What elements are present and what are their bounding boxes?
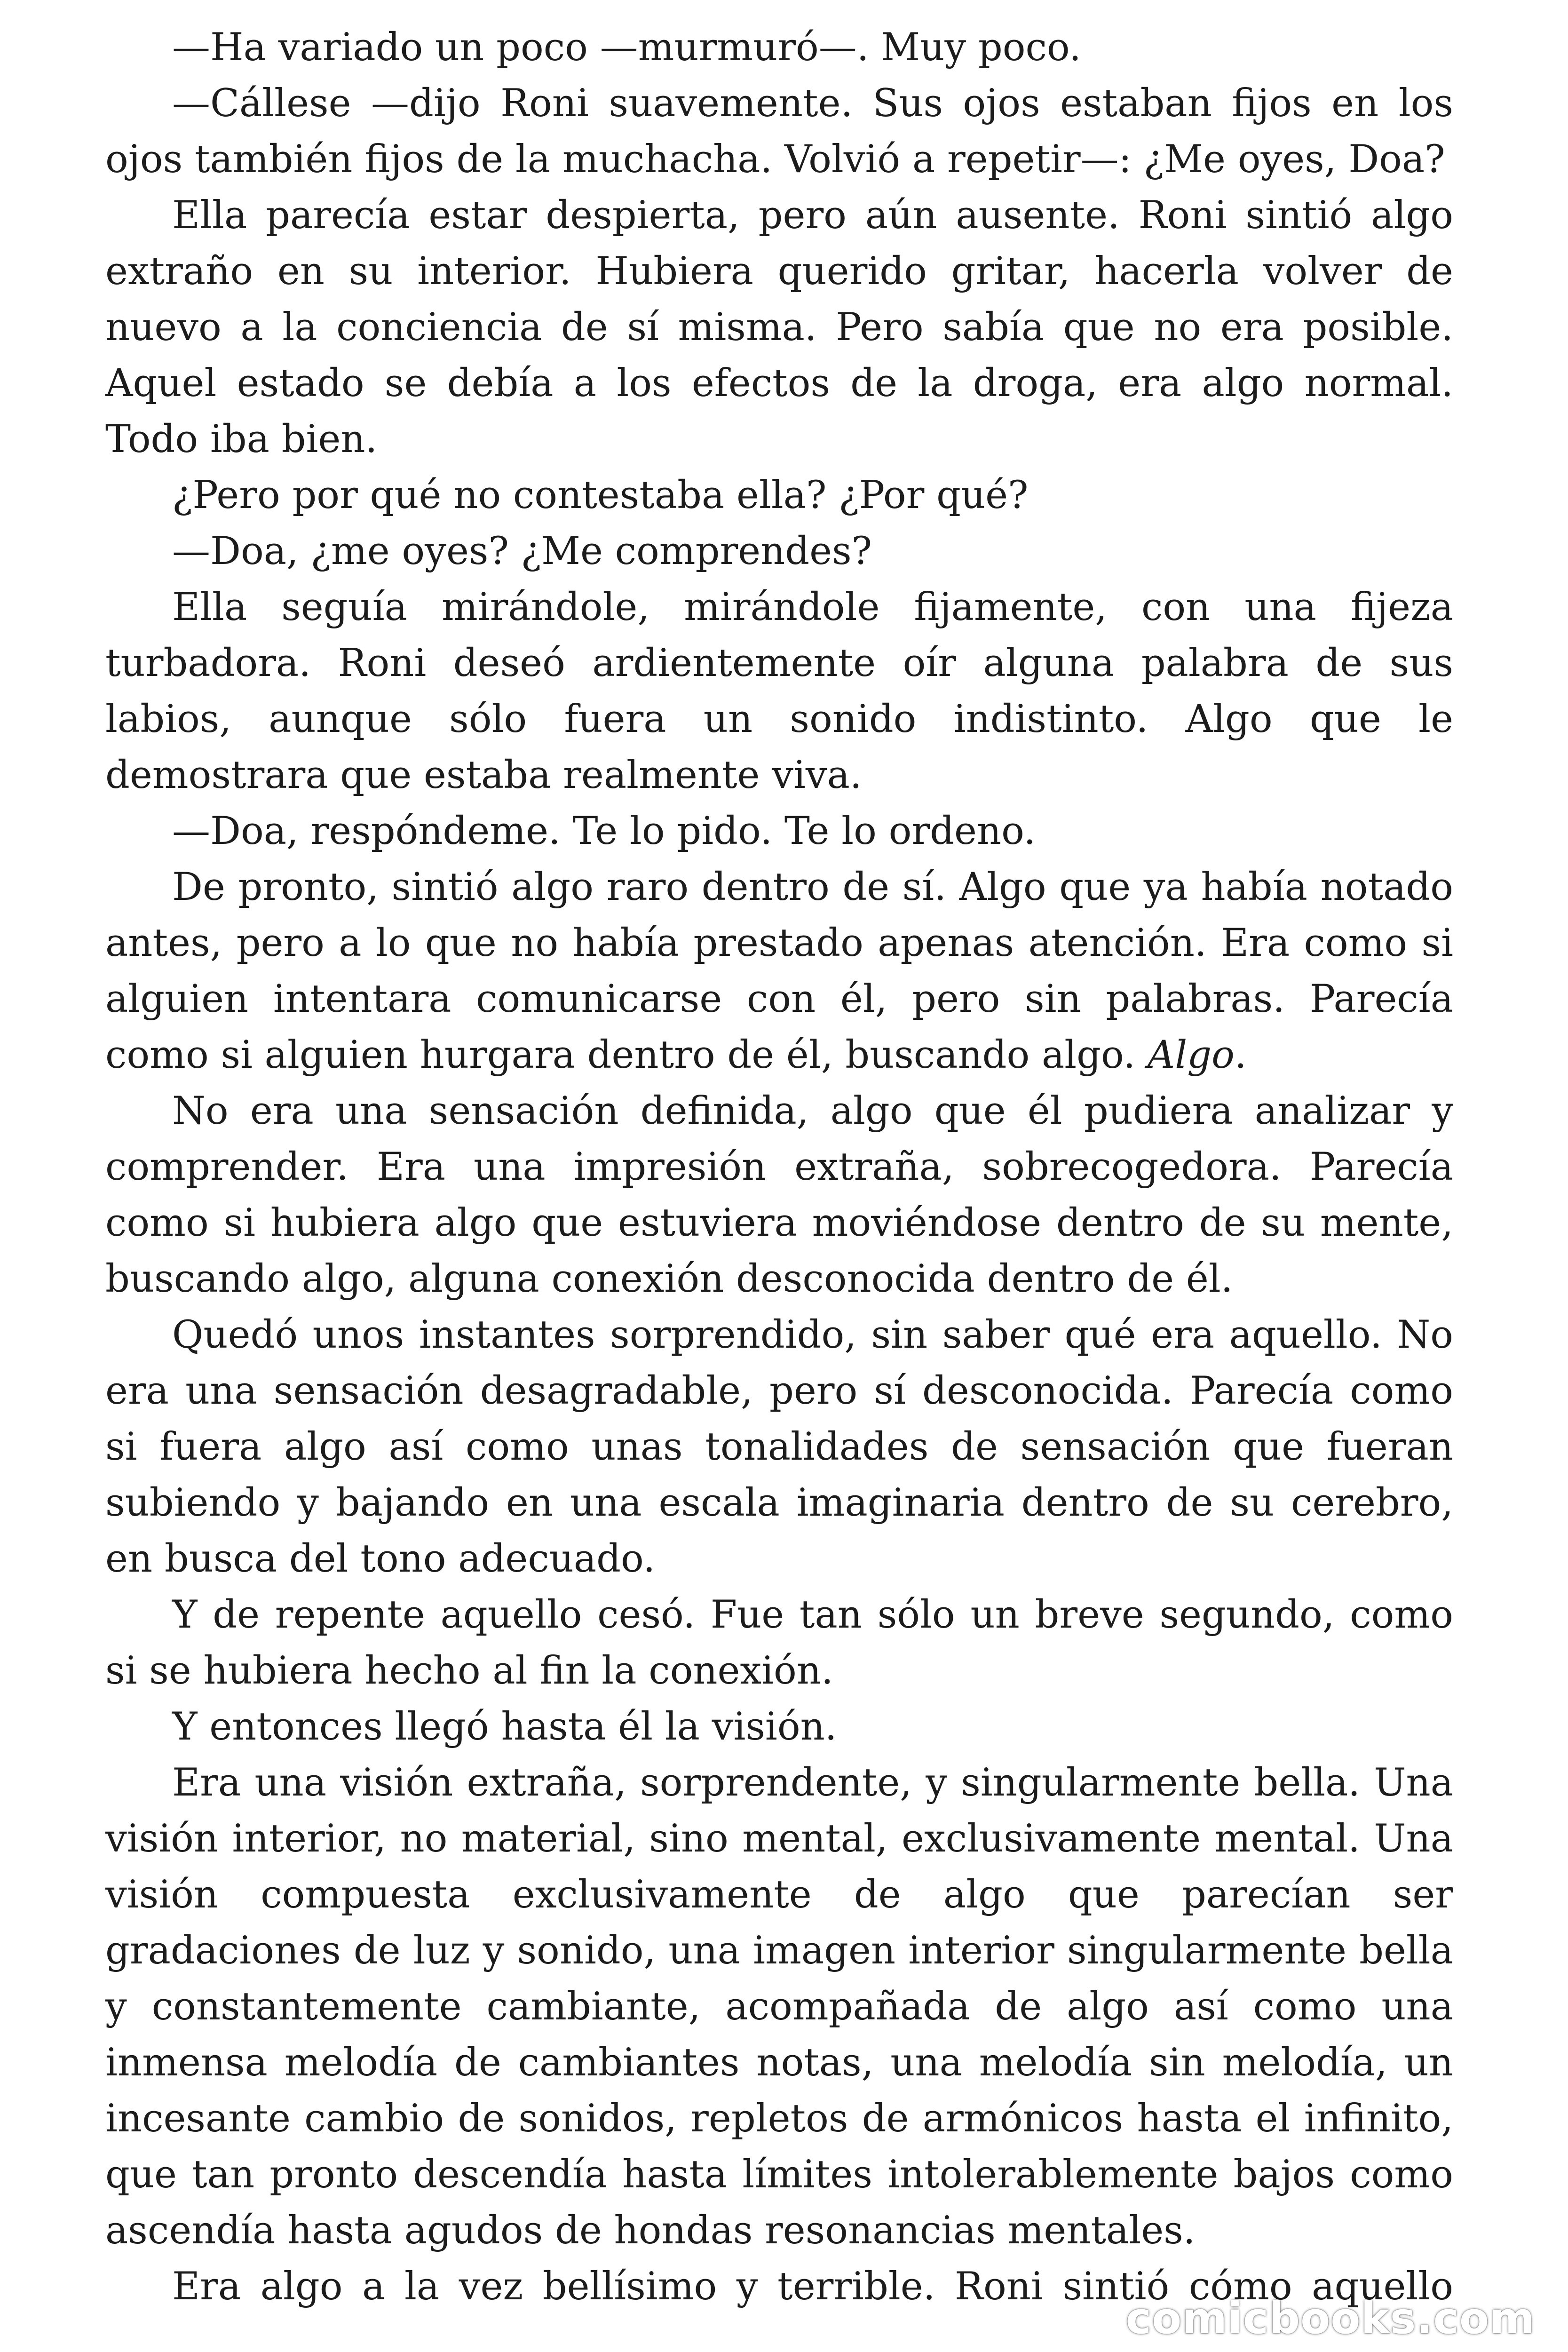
paragraph: Y de repente aquello cesó. Fue tan sólo un breve segundo, como si se hubiera hecho al fin la conexión.: [105, 1593, 1453, 1693]
paragraph: —Doa, ¿me oyes? ¿Me comprendes?: [172, 529, 872, 573]
italic-word: Algo: [1147, 1033, 1235, 1077]
paragraph-cut-off: Era algo a la vez bellísimo y terrible. Roni sintió cómo aquello: [172, 2265, 1453, 2309]
paragraph: [105, 859, 1453, 1083]
paragraph: Ella seguía mirándole, mirándole fijamente, con una fijeza turbadora. Roni deseó ardientemente oír alguna palabra de sus labios, aunque sólo fuera un sonido indistinto. Algo que le demostrara que estaba realmente viva.: [105, 585, 1453, 797]
watermark: comicbooks.com: [1125, 2293, 1535, 2344]
paragraph: —Ha variado un poco —murmuró—. Muy poco.: [172, 25, 1081, 70]
paragraph: No era una sensación definida, algo que él pudiera analizar y comprender. Era una impresión extraña, sobrecogedora. Parecía como si hubiera algo que estuviera moviéndose dentro de su mente, buscando algo, alguna conexión desconocida dentro de él.: [105, 1089, 1453, 1301]
paragraph-punct: .: [1234, 1033, 1247, 1077]
paragraph: Ella parecía estar despierta, pero aún ausente. Roni sintió algo extraño en su interior. Hubiera querido gritar, hacerla volver de nuevo a la conciencia de sí misma. Pero sabía que no era posible. Aquel estado se debía a los efectos de la droga, era algo normal. Todo iba bien.: [105, 193, 1453, 461]
paragraph: ¿Pero por qué no contestaba ella? ¿Por qué?: [172, 473, 1029, 517]
paragraph: Y entonces llegó hasta él la visión.: [172, 1705, 837, 1749]
paragraph: Era una visión extraña, sorprendente, y singularmente bella. Una visión interior, no material, sino mental, exclusivamente mental. Una visión compuesta exclusivamente de algo que parecían ser gradaciones de luz y sonido, una imagen interior singularmente bella y constantemente cambiante, acompañada de algo así como una inmensa melodía de cambiantes notas, una melodía sin melodía, un incesante cambio de sonidos, repletos de armónicos hasta el infinito, que tan pronto descendía hasta límites intolerablemente bajos como ascendía hasta agudos de hondas resonancias mentales.: [105, 1761, 1453, 2253]
paragraph: Quedó unos instantes sorprendido, sin saber qué era aquello. No era una sensación desagradable, pero sí desconocida. Parecía como si fuera algo así como unas tonalidades de sensación que fueran subiendo y bajando en una escala imaginaria dentro de su cerebro, en busca del tono adecuado.: [105, 1313, 1453, 1581]
paragraph: —Doa, respóndeme. Te lo pido. Te lo ordeno.: [172, 809, 1036, 853]
paragraph: —Cállese —dijo Roni suavemente. Sus ojos estaban fijos en los ojos también fijos de la muchacha. Volvió a repetir—: ¿Me oyes, Doa?: [105, 81, 1453, 182]
book-page: [105, 20, 1453, 2315]
paragraph-text: De pronto, sintió algo raro dentro de sí. Algo que ya había notado antes, pero a lo que no había prestado apenas atención. Era como si alguien intentara comunicarse con él, pero sin palabras. Parecía como si alguien hurgara dentro de él, buscando algo.: [105, 865, 1453, 1077]
